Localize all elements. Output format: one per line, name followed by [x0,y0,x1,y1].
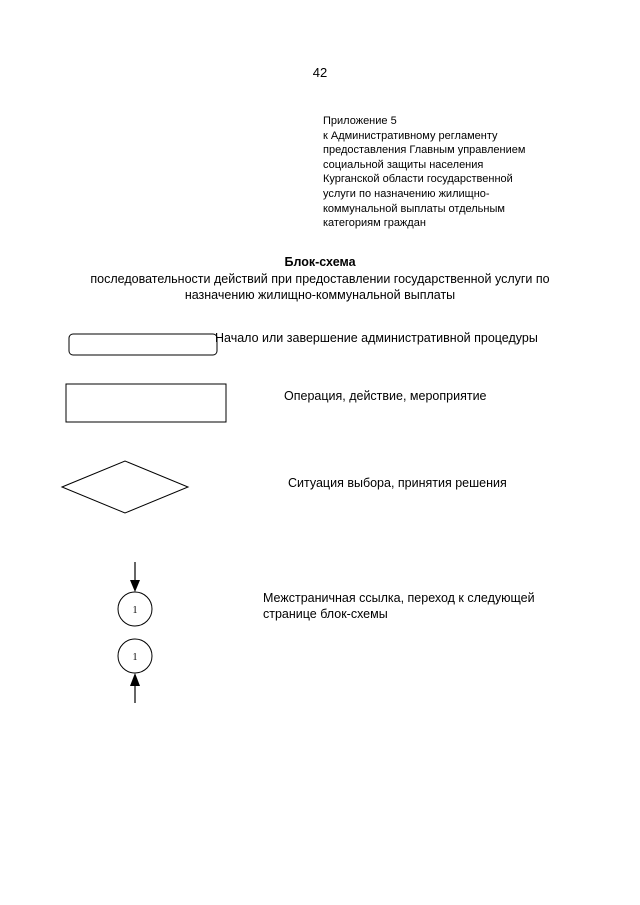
connector-label-bottom: 1 [132,652,138,663]
document-title: Блок-схема [284,255,356,269]
connector-description [263,590,535,622]
subtitle-line: назначению жилищно-коммунальной выплаты [184,288,456,302]
decision-shape [62,461,188,513]
appendix-line: социальной защиты населения [323,158,484,171]
appendix-line: к Административному регламенту [323,129,498,142]
appendix-line: Приложение 5 [323,115,397,127]
appendix-line: Курганской области государственной [323,173,513,186]
page-number: 42 [312,65,328,80]
process-shape [66,384,226,422]
connector-description-line: странице блок-схемы [263,607,388,621]
decision-description: Ситуация выбора, принятия решения [288,476,507,490]
appendix-line: категориям граждан [323,217,426,230]
appendix-line: предоставления Главным управлением [323,144,526,157]
terminator-shape [69,334,217,355]
appendix-line: коммунальной выплаты отдельным [323,202,505,215]
connector-label-top: 1 [132,605,138,616]
connector-description-line: Межстраничная ссылка, переход к следующей [263,591,535,605]
subtitle-line: последовательности действий при предоставлении государственной услуги по [90,272,550,286]
process-description: Операция, действие, мероприятие [284,389,487,403]
terminator-description: Начало или завершение административной процедуры [215,331,538,345]
appendix-line: услуги по назначению жилищно- [323,187,490,200]
arrow-down-icon [130,580,140,592]
